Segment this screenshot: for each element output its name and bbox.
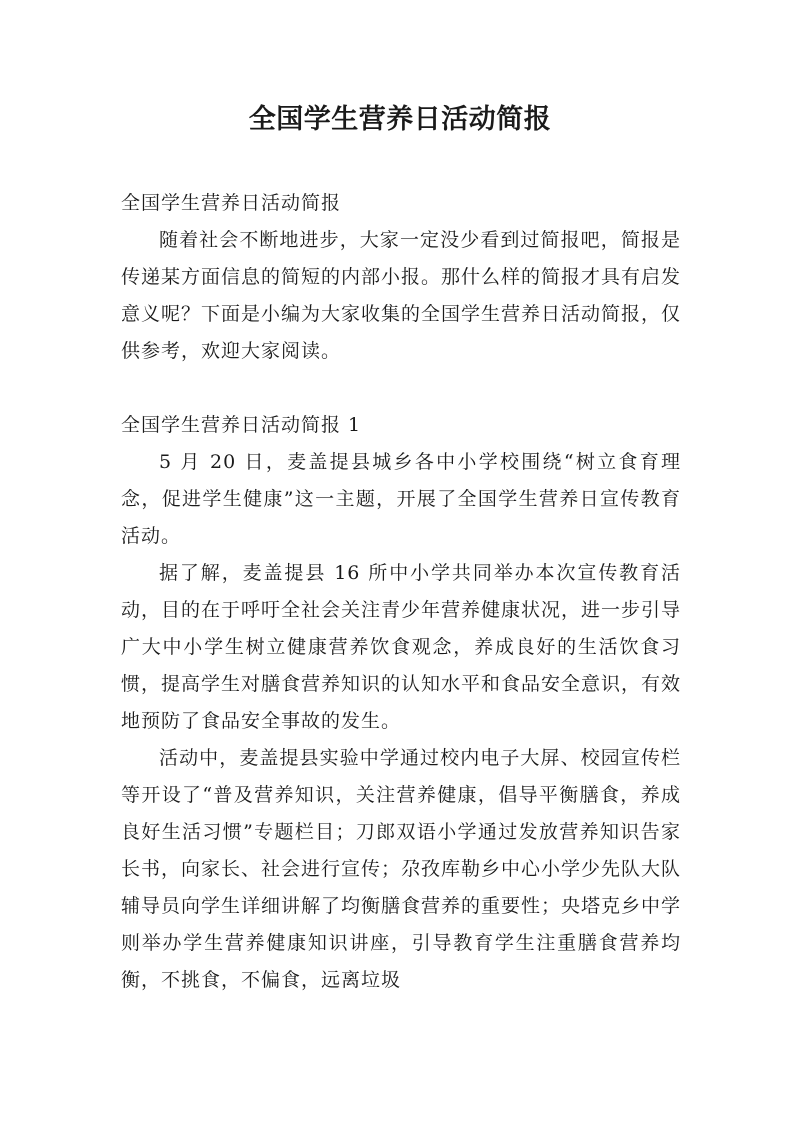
body-paragraph: 活动中，麦盖提县实验中学通过校内电子大屏、校园宣传栏等开设了“普及营养知识，关注营养健康，倡导平衡膳食，养成良好生活习惯”专题栏目；刀郎双语小学通过发放营养知识告家长书，向家长、社会进行宣传；尕孜库勒乡中心小学少先队大队辅导员向学生详细讲解了均衡膳食营养的重要性；央塔克乡中学则举办学生营养健康知识讲座，引导教育学生注重膳食营养均衡，不挑食，不偏食，远离垃圾 — [121, 747, 682, 991]
paragraph-gap — [121, 370, 681, 407]
document-body — [121, 185, 681, 999]
document-title: 全国学生营养日活动简报 — [248, 104, 552, 135]
intro-paragraph: 随着社会不断地进步，大家一定没少看到过简报吧，简报是传递某方面信息的简短的内部小报。那什么样的简报才具有启发意义呢？下面是小编为大家收集的全国学生营养日活动简报，仅供参考，欢迎大家阅读。 — [121, 229, 682, 362]
section-heading: 全国学生营养日活动简报 — [121, 192, 342, 214]
section-heading: 全国学生营养日活动简报 1 — [121, 414, 362, 436]
body-paragraph: 据了解，麦盖提县 16 所中小学共同举办本次宣传教育活动，目的在于呼吁全社会关注青少年营养健康状况，进一步引导广大中小学生树立健康营养饮食观念，养成良好的生活饮食习惯，提高学生对膳食营养知识的认知水平和食品安全意识，有效地预防了食品安全事故的发生。 — [121, 562, 682, 732]
body-paragraph: 5 月 20 日，麦盖提县城乡各中小学校围绕“树立食育理念，促进学生健康”这一主题，开展了全国学生营养日宣传教育活动。 — [121, 451, 681, 547]
